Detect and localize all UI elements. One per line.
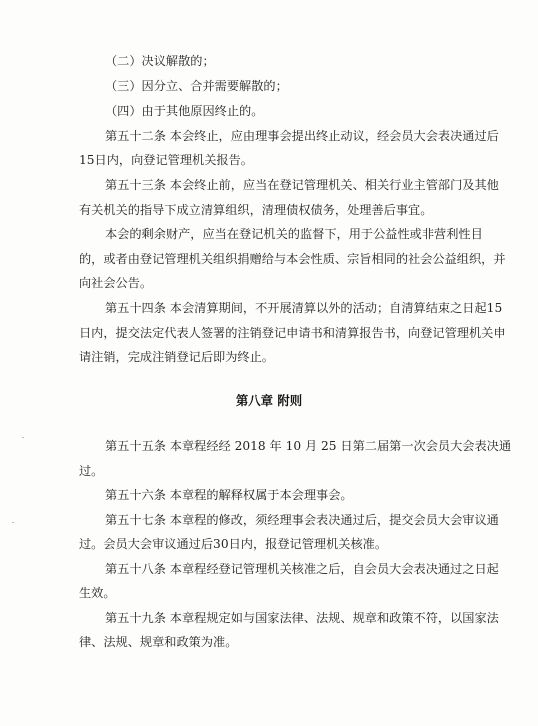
article-57-line-1: 第五十七条 本章程的修改，须经理事会表决通过后，提交会员大会审议通 — [105, 513, 499, 527]
article-54-line-3: 请注销，完成注销登记后即为终止。 — [79, 350, 274, 364]
scan-speck — [12, 522, 14, 523]
article-53-line-2: 有关机关的指导下成立清算组织，清理债权债务，处理善后事宜。 — [79, 203, 433, 217]
chapter-heading: 第八章 附则 — [235, 393, 303, 408]
article-55-line-1: 第五十五条 本章程经经 2018 年 10 月 25 日第二届第一次会员大会表决通 — [105, 439, 512, 453]
article-52-line-2: 15日内，向登记管理机关报告。 — [79, 153, 253, 167]
article-57-line-2: 过。会员大会审议通过后30日内，报登记管理机关核准。 — [79, 537, 388, 551]
scan-speck — [22, 437, 24, 438]
article-54-line-2: 日内，提交法定代表人签署的注销登记申请书和清算报告书，向登记管理机关申 — [79, 326, 506, 340]
article-58-line-1: 第五十八条 本章程经登记管理机关核准之后，自会员大会表决通过之日起 — [105, 562, 499, 576]
list-item-3: （三）因分立、合并需要解散的； — [105, 79, 288, 93]
list-item-4: （四）由于其他原因终止的。 — [105, 104, 264, 118]
article-53-line-1: 第五十三条 本会终止前，应当在登记管理机关、相关行业主管部门及其他 — [105, 178, 499, 192]
article-52-line-1: 第五十二条 本会终止，应由理事会提出终止动议，经会员大会表决通过后 — [105, 129, 499, 143]
article-59-line-1: 第五十九条 本章程规定如与国家法律、法规、规章和政策不符，以国家法 — [105, 611, 499, 625]
article-56: 第五十六条 本章程的解释权属于本会理事会。 — [105, 488, 353, 502]
residual-assets-line-3: 向社会公告。 — [79, 276, 153, 290]
article-58-line-2: 生效。 — [79, 586, 116, 600]
article-59-line-2: 律、法规、规章和政策为准。 — [79, 635, 238, 649]
residual-assets-line-1: 本会的剩余财产，应当在登记机关的监督下，用于公益性或非营利性目 — [105, 227, 483, 241]
article-55-line-2: 过。 — [79, 464, 104, 478]
list-item-2: （二）决议解散的； — [105, 54, 215, 68]
residual-assets-line-2: 的，或者由登记管理机关组织捐赠给与本会性质、宗旨相同的社会公益组织，并 — [79, 252, 506, 266]
article-54-line-1: 第五十四条 本会清算期间，不开展清算以外的活动；自清算结束之日起15 — [105, 301, 503, 315]
